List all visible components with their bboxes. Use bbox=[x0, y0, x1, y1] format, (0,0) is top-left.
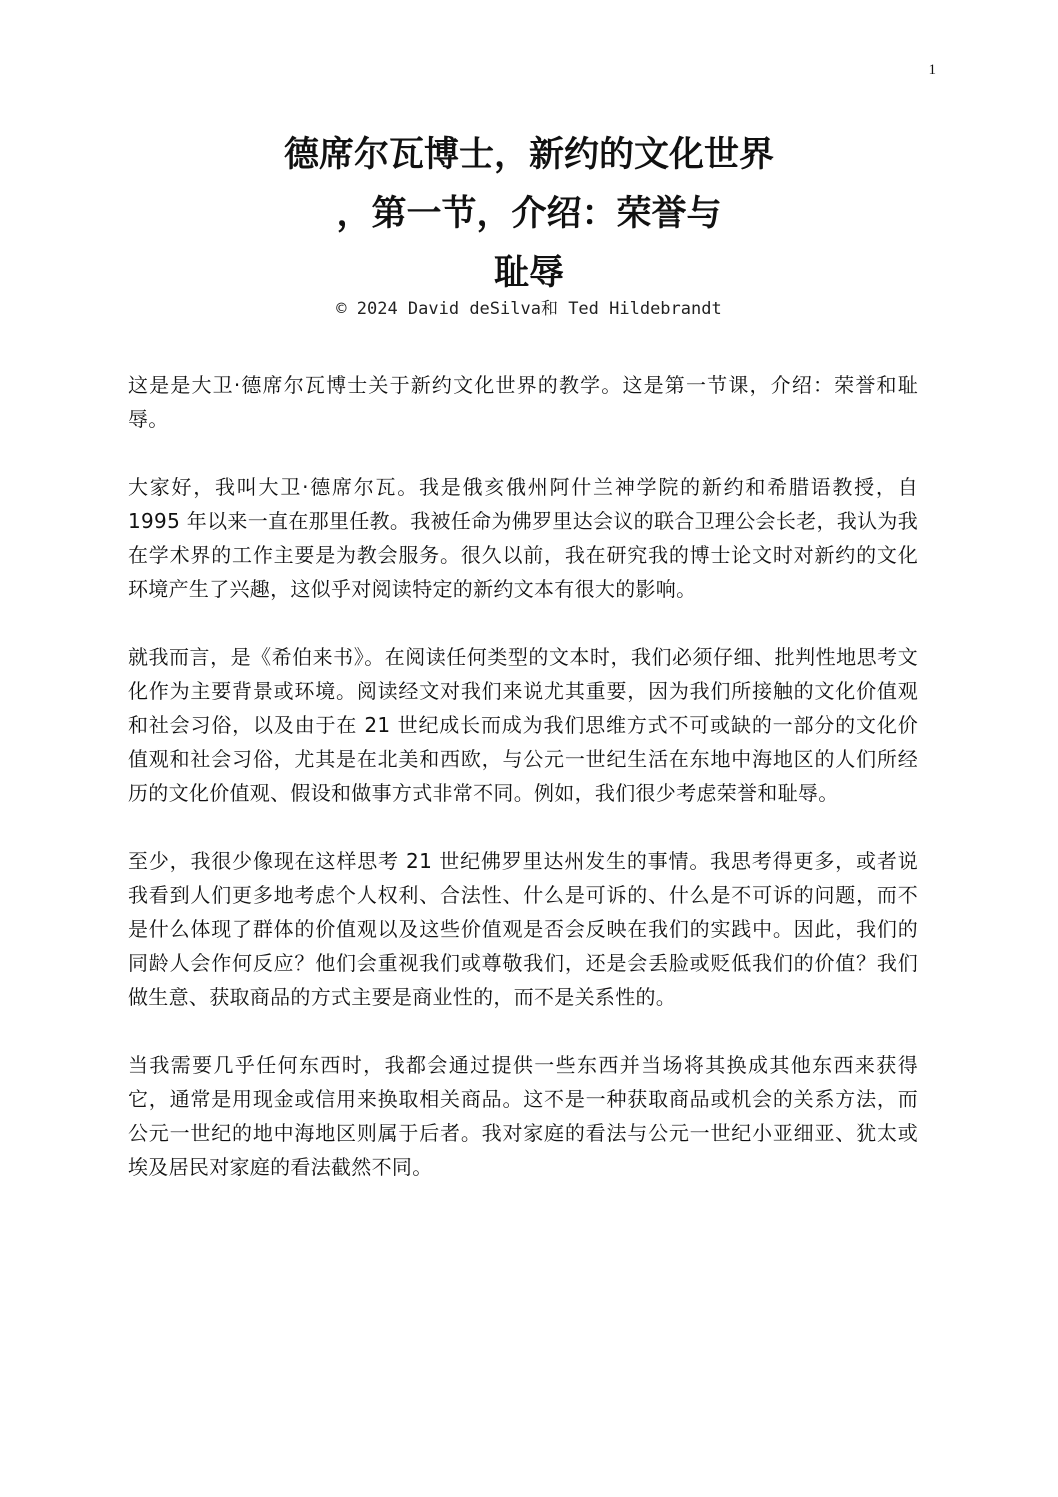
copyright-line: © 2024 David deSilva和 Ted Hildebrandt bbox=[336, 299, 722, 319]
paragraph-intro: 这是是大卫·德席尔瓦博士关于新约文化世界的教学。这是第一节课，介绍：荣誉和耻辱。 bbox=[128, 373, 918, 431]
paragraph-modern-thinking: 至少，我很少像现在这样思考 21 世纪佛罗里达州发生的事情。我思考得更多，或者说我看到人们更多地考虑个人权利、合法性、什么是可诉的、什么是不可诉的问题，而不是什么体现了群体的价值观以及这些价值观是否会反映在我们的实践中。因此，我们的同龄人会作何反应？他们会重视我们或尊敬我们，还是会丢脸或贬低我们的价值？我们做生意、获取商品的方式主要是商业性的，而不是关系性的。 bbox=[128, 849, 918, 1009]
paragraph-hebrews-context: 就我而言，是《希伯来书》。在阅读任何类型的文本时，我们必须仔细、批判性地思考文化作为主要背景或环境。阅读经文对我们来说尤其重要，因为我们所接触的文化价值观和社会习俗，以及由于在 21 世纪成长而成为我们思维方式不可或缺的一部分的文化价值观和社会习俗，尤其是在北美和西欧，与公元一世纪生活在东地中海地区的人们所经历的文化价值观、假设和做事方式非常不同。例如，我们很少考虑荣誉和耻辱。 bbox=[128, 645, 918, 805]
paragraph-commercial-vs-relational: 当我需要几乎任何东西时，我都会通过提供一些东西并当场将其换成其他东西来获得它，通常是用现金或信用来换取相关商品。这不是一种获取商品或机会的关系方法，而公元一世纪的地中海地区则属于后者。我对家庭的看法与公元一世纪小亚细亚、犹太或埃及居民对家庭的看法截然不同。 bbox=[128, 1053, 918, 1179]
document-title-line-3: 耻辱 bbox=[493, 253, 564, 293]
document-title-line-2: ，第一节，介绍：荣誉与 bbox=[336, 194, 722, 234]
title-block bbox=[0, 136, 1058, 321]
paragraph-speaker-bio: 大家好，我叫大卫·德席尔瓦。我是俄亥俄州阿什兰神学院的新约和希腊语教授，自 1995 年以来一直在那里任教。我被任命为佛罗里达会议的联合卫理公会长老，我认为我在学术界的工作主要是为教会服务。很久以前，我在研究我的博士论文时对新约的文化环境产生了兴趣，这似乎对阅读特定的新约文本有很大的影响。 bbox=[128, 475, 918, 601]
page-number: 1 bbox=[928, 62, 936, 78]
document-title-line-1: 德席尔瓦博士，新约的文化世界 bbox=[283, 135, 774, 175]
body-text bbox=[128, 368, 918, 1218]
